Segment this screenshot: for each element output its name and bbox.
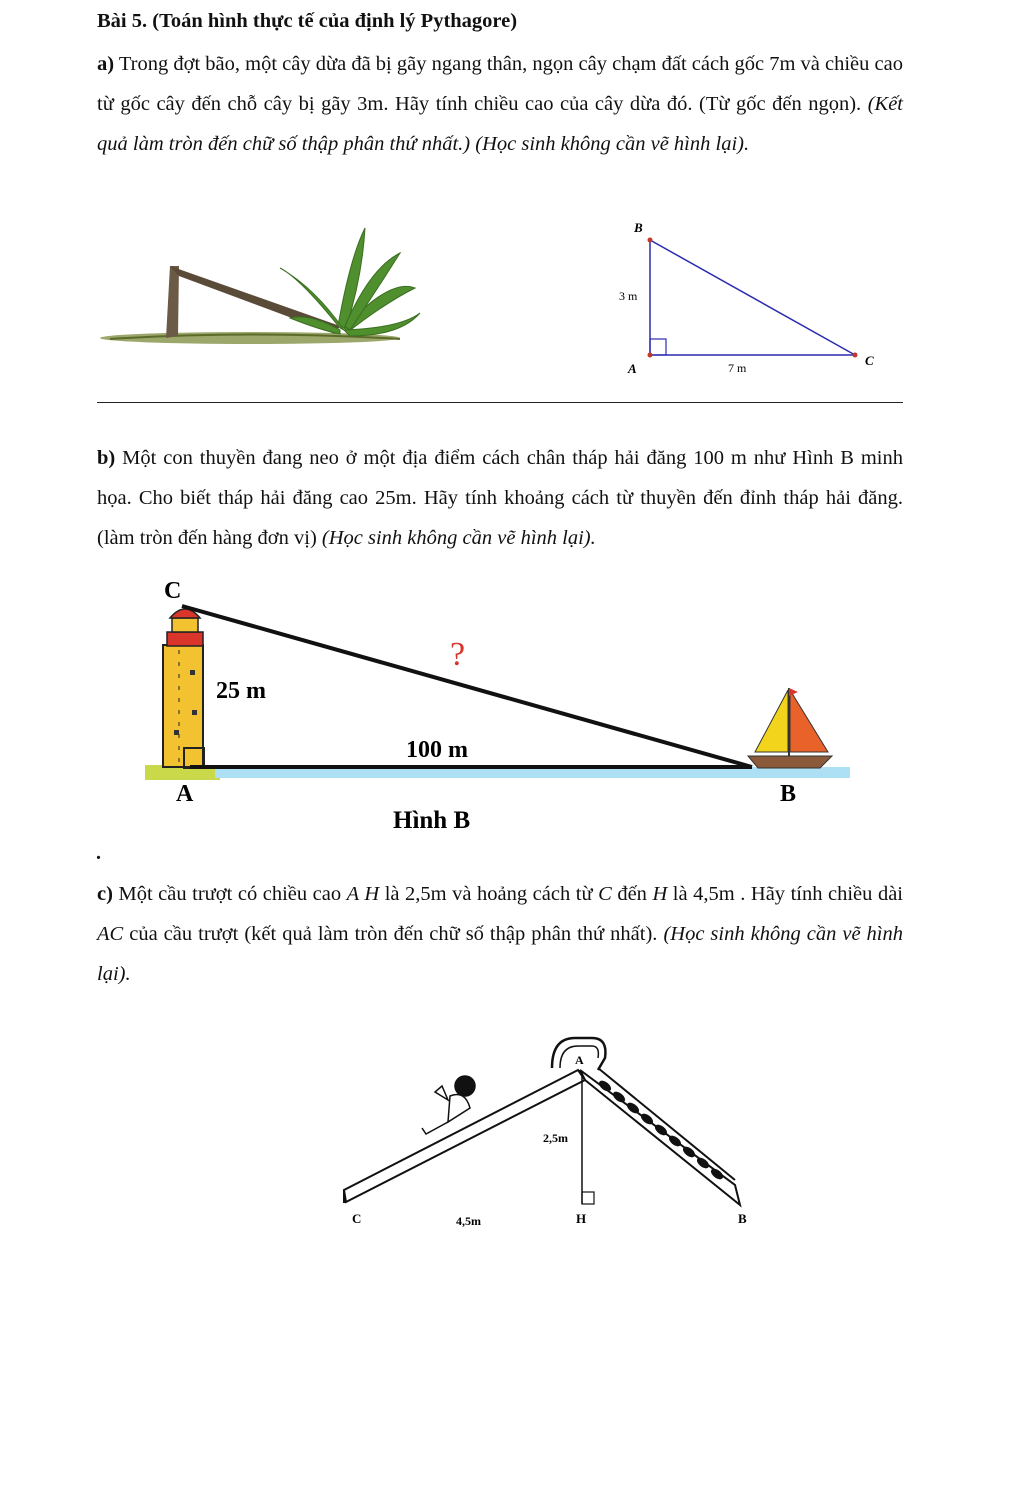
height-label: 25 m <box>216 678 266 704</box>
label-b-boat: B <box>780 781 797 807</box>
stray-dot: . <box>96 842 101 864</box>
part-c-body-2: là 2,5m và hoảng cách từ <box>379 883 599 905</box>
label-a-bottom: A <box>176 781 194 807</box>
part-c-var-ah: A H <box>346 883 380 905</box>
part-b-text <box>97 438 903 558</box>
base-label: 100 m <box>406 737 468 763</box>
part-b-note: (Học sinh không cần vẽ hình lại). <box>321 527 596 549</box>
part-c-var-h: H <box>652 883 668 905</box>
part-c-body-4: là 4,5m . Hãy tính chiều dài <box>667 883 903 905</box>
part-a-note: (Kết quả làm tròn đến chữ số thập phân thứ nhất.) (Học sinh không cần vẽ hình lại). <box>97 93 903 155</box>
part-c-body-5: của cầu trượt (kết quả làm tròn đến chữ số thập phân thứ nhất). <box>123 923 664 945</box>
part-a-body: Trong đợt bão, một cây dừa đã bị gãy ngang thân, ngọn cây chạm đất cách gốc 7m và chiều cao từ gốc cây đến chỗ cây bị gãy 3m. Hãy tính chiều cao của cây dừa đó. (Từ gốc đến ngọn). <box>97 53 903 115</box>
side-ac-label: 7 m <box>728 361 747 375</box>
part-c-label: c) <box>97 883 113 905</box>
part-c-note: (Học sinh không cần vẽ hình lại). <box>97 923 903 985</box>
broken-palm-tree-illustration <box>100 218 430 348</box>
exercise-title: Bài 5. (Toán hình thực tế của định lý Pythagore) <box>97 10 518 32</box>
part-a-label: a) <box>97 53 115 75</box>
part-c-text <box>97 874 903 994</box>
part-c-body-3: đến <box>611 883 653 905</box>
unknown-mark: ? <box>450 636 466 673</box>
figure-caption: Hình B <box>393 807 471 834</box>
side-ab-label: 3 m <box>619 289 638 303</box>
triangle-abc-figure <box>610 215 890 380</box>
part-c-var-ac: AC <box>97 923 124 945</box>
part-b-label: b) <box>97 447 116 469</box>
label-c: C <box>865 353 874 368</box>
part-c-var-c: C <box>598 883 612 905</box>
part-c-body-1: Một cầu trượt có chiều cao <box>112 883 347 905</box>
label-b-slide: B <box>738 1211 747 1226</box>
slide-height-label: 2,5m <box>543 1131 568 1145</box>
label-c-top: C <box>164 578 182 604</box>
slide-figure <box>330 1030 770 1240</box>
lighthouse-boat-figure <box>140 570 860 840</box>
part-a-text <box>97 44 903 164</box>
label-h-slide: H <box>576 1211 587 1226</box>
label-c-slide: C <box>352 1211 362 1226</box>
label-b: B <box>634 220 643 235</box>
slide-base-label: 4,5m <box>456 1214 481 1228</box>
part-b-body: Một con thuyền đang neo ở một địa điểm cách chân tháp hải đăng 100 m như Hình B minh họa. Cho biết tháp hải đăng cao 25m. Hãy tính khoảng cách từ thuyền đến đỉnh tháp hải đăng. (làm tròn đến hàng đơn vị) <box>97 447 903 549</box>
label-a-slide: A <box>575 1053 584 1067</box>
section-divider <box>97 402 903 403</box>
label-a: A <box>628 361 637 376</box>
